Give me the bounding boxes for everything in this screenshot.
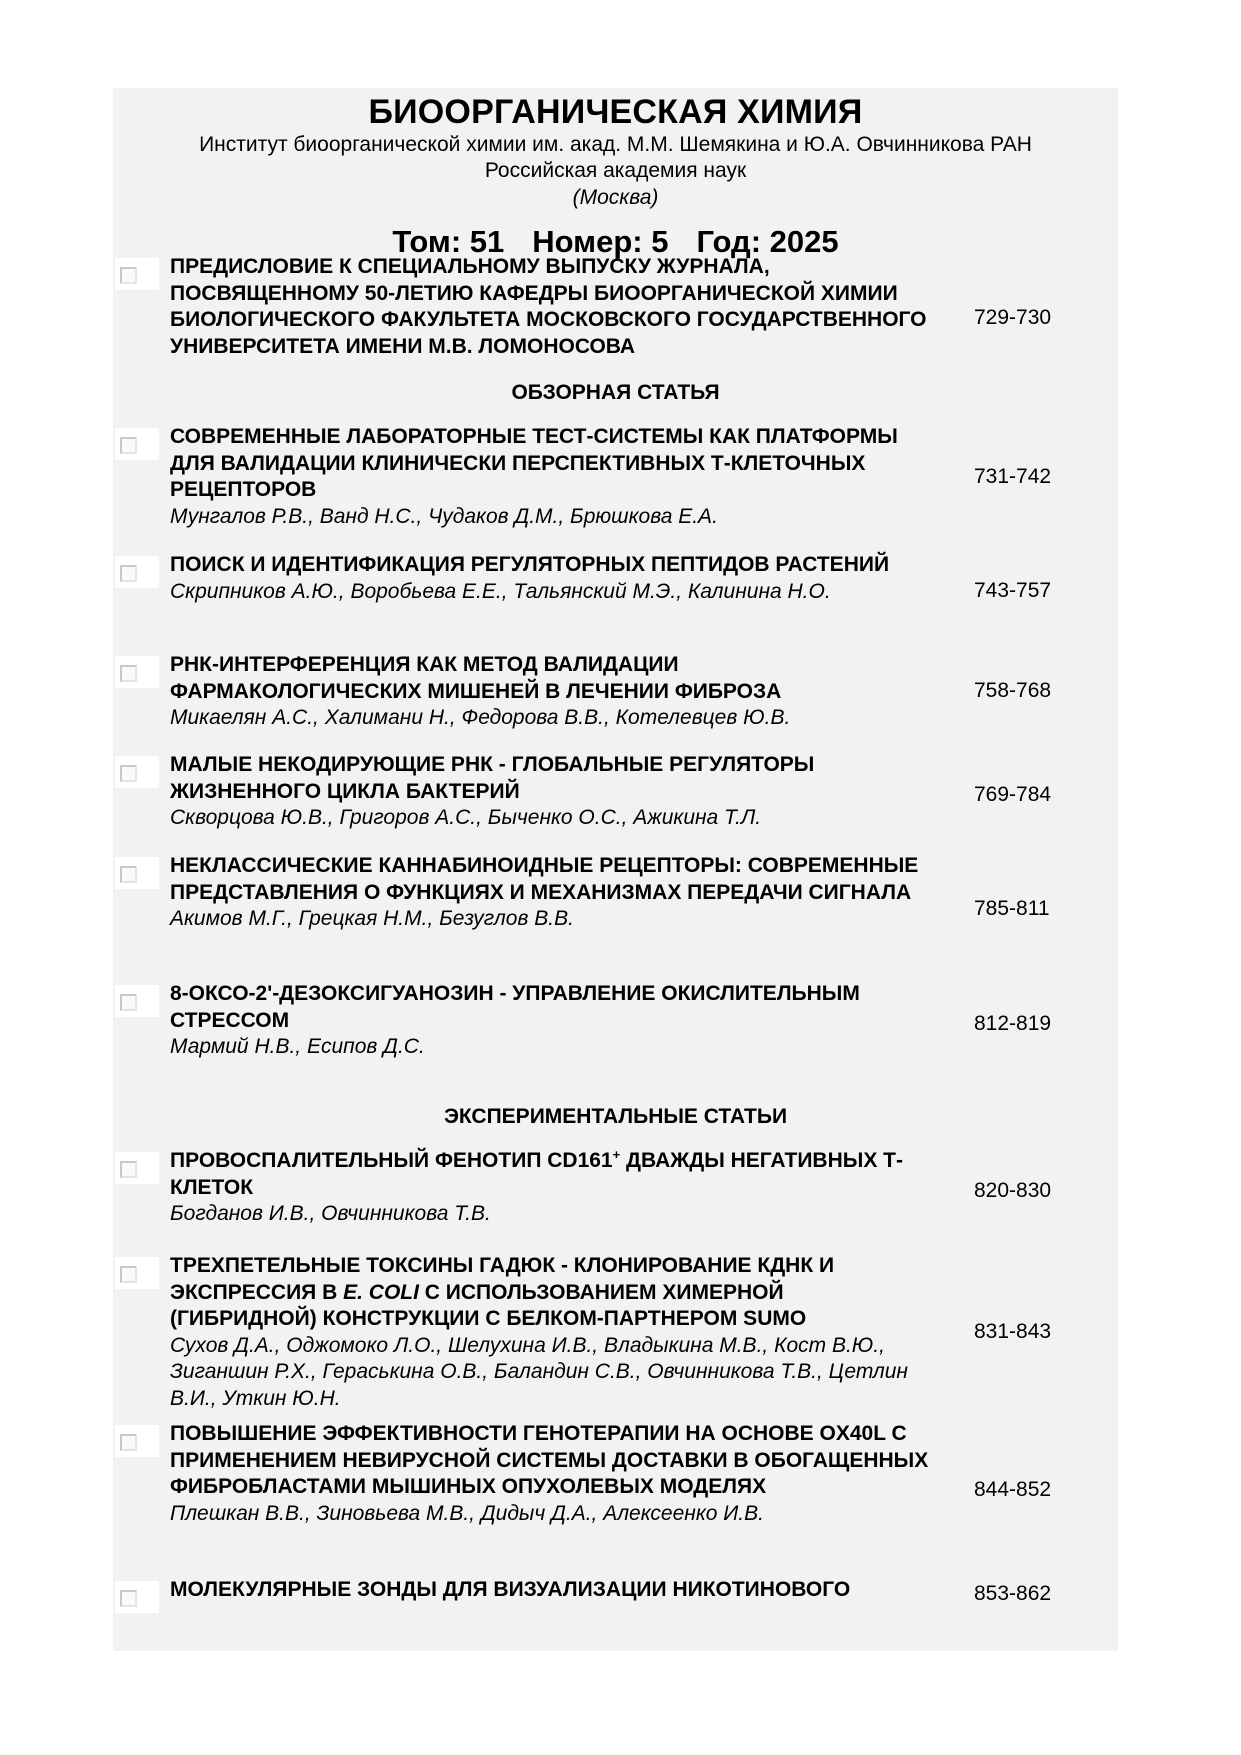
article-title[interactable]: МОЛЕКУЛЯРНЫЕ ЗОНДЫ ДЛЯ ВИЗУАЛИЗАЦИИ НИКОТИНОВОГО xyxy=(170,1578,851,1601)
section-heading-review: ОБЗОРНАЯ СТАТЬЯ xyxy=(511,381,720,404)
article-pages: 820-830 xyxy=(974,1179,1052,1202)
checkbox-icon xyxy=(120,1434,137,1451)
article-authors: Скворцова Ю.В., Григоров А.С., Быченко О.С., Ажикина Т.Л. xyxy=(170,806,762,829)
checkbox-icon xyxy=(120,765,137,782)
article-checkbox[interactable] xyxy=(115,1152,159,1184)
article-authors: Мармий Н.В., Есипов Д.С. xyxy=(170,1035,425,1058)
checkbox-icon xyxy=(120,267,137,284)
article-pages: 831-843 xyxy=(974,1320,1052,1343)
journal-title: БИООРГАНИЧЕСКАЯ ХИМИЯ xyxy=(368,93,863,131)
article-pages: 729-730 xyxy=(974,306,1052,329)
article-title[interactable]: ПОВЫШЕНИЕ ЭФФЕКТИВНОСТИ ГЕНОТЕРАПИИ НА ОСНОВЕ OX40L С ПРИМЕНЕНИЕМ НЕВИРУСНОЙ СИСТЕМЫ ДОСТАВКИ В ОБОГАЩЕННЫХ ФИБРОБЛАСТАМИ МЫШИНЫХ ОПУХОЛЕВЫХ МОДЕЛЯХ Плешкан В.В., Зиновьева М.В., Дидыч Д.А., Алексеенко И.В. xyxy=(170,1421,930,1527)
article-pages: 844-852 xyxy=(974,1478,1052,1501)
article-title[interactable]: ТРЕХПЕТЕЛЬНЫЕ ТОКСИНЫ ГАДЮК - КЛОНИРОВАНИЕ КДНК И ЭКСПРЕССИЯ В E. COLI С ИСПОЛЬЗОВАНИЕМ ХИМЕРНОЙ (ГИБРИДНОЙ) КОНСТРУКЦИИ С БЕЛКОМ-ПАРТНЕРОМ SUMO Сухов Д.А., Оджомоко Л.О., Шелухина И.В., Владыкина М.В., Кост В.Ю., Зиганшин Р.Х., Гераськина О.В., Баландин С.В., Овчинникова Т.В., Цетлин В.И., Уткин Ю.Н. xyxy=(170,1253,930,1412)
article-pages: 731-742 xyxy=(974,465,1052,488)
article-checkbox[interactable] xyxy=(115,857,159,889)
article-checkbox[interactable] xyxy=(115,756,159,788)
article-checkbox[interactable] xyxy=(115,1425,159,1457)
checkbox-icon xyxy=(120,565,137,582)
article-title[interactable]: ПРЕДИСЛОВИЕ К СПЕЦИАЛЬНОМУ ВЫПУСКУ ЖУРНАЛА, ПОСВЯЩЕННОМУ 50-ЛЕТИЮ КАФЕДРЫ БИООРГАНИЧЕСКОЙ ХИМИИ БИОЛОГИЧЕСКОГО ФАКУЛЬТЕТА МОСКОВСКОГО ГОСУДАРСТВЕННОГО УНИВЕРСИТЕТА ИМЕНИ М.В. ЛОМОНОСОВА xyxy=(170,255,927,358)
volume-label: Том: 51 xyxy=(392,224,505,259)
article-title[interactable]: ПРОВОСПАЛИТЕЛЬНЫЙ ФЕНОТИП CD161+ ДВАЖДЫ НЕГАТИВНЫХ Т-КЛЕТОК Богданов И.В., Овчинникова Т.В. xyxy=(170,1148,930,1228)
article-title[interactable]: МАЛЫЕ НЕКОДИРУЮЩИЕ РНК - ГЛОБАЛЬНЫЕ РЕГУЛЯТОРЫ ЖИЗНЕННОГО ЦИКЛА БАКТЕРИЙ Скворцова Ю.В., Григоров А.С., Быченко О.С., Ажикина Т.Л. xyxy=(170,752,930,832)
section-heading-experimental: ЭКСПЕРИМЕНТАЛЬНЫЕ СТАТЬИ xyxy=(443,1105,788,1128)
article-checkbox[interactable] xyxy=(115,985,159,1017)
checkbox-icon xyxy=(120,1266,137,1283)
article-checkbox[interactable] xyxy=(115,1257,159,1289)
article-checkbox[interactable] xyxy=(115,556,159,588)
article-checkbox[interactable] xyxy=(115,428,159,460)
year-label: Год: 2025 xyxy=(696,224,839,259)
checkbox-icon xyxy=(120,1161,137,1178)
academy-name: Российская академия наук xyxy=(484,159,747,182)
article-title[interactable]: 8-ОКСО-2'-ДЕЗОКСИГУАНОЗИН - УПРАВЛЕНИЕ ОКИСЛИТЕЛЬНЫМ СТРЕССОМ Мармий Н.В., Есипов Д.С. xyxy=(170,981,930,1061)
article-authors: Микаелян А.С., Халимани Н., Федорова В.В., Котелевцев Ю.В. xyxy=(170,706,791,729)
article-pages: 853-862 xyxy=(974,1582,1052,1605)
article-pages: 743-757 xyxy=(974,579,1052,602)
article-authors: Богданов И.В., Овчинникова Т.В. xyxy=(170,1202,491,1225)
article-checkbox[interactable] xyxy=(115,258,159,290)
checkbox-icon xyxy=(120,437,137,454)
checkbox-icon xyxy=(120,994,137,1011)
checkbox-icon xyxy=(120,665,137,682)
article-title[interactable]: НЕКЛАССИЧЕСКИЕ КАННАБИНОИДНЫЕ РЕЦЕПТОРЫ: СОВРЕМЕННЫЕ ПРЕДСТАВЛЕНИЯ О ФУНКЦИЯХ И МЕХАНИЗМАХ ПЕРЕДАЧИ СИГНАЛА Акимов М.Г., Грецкая Н.М., Безуглов В.В. xyxy=(170,853,930,933)
article-checkbox[interactable] xyxy=(115,656,159,688)
checkbox-icon xyxy=(120,866,137,883)
article-authors: Акимов М.Г., Грецкая Н.М., Безуглов В.В. xyxy=(170,907,574,930)
institute-name: Институт биоорганической химии им. акад. М.М. Шемякина и Ю.А. Овчинникова РАН xyxy=(199,133,1032,156)
article-title[interactable]: СОВРЕМЕННЫЕ ЛАБОРАТОРНЫЕ ТЕСТ-СИСТЕМЫ КАК ПЛАТФОРМЫ ДЛЯ ВАЛИДАЦИИ КЛИНИЧЕСКИ ПЕРСПЕКТИВНЫХ Т-КЛЕТОЧНЫХ РЕЦЕПТОРОВ Мунгалов Р.В., Ванд Н.С., Чудаков Д.М., Брюшкова Е.А. xyxy=(170,424,930,530)
article-authors: Скрипников А.Ю., Воробьева Е.Е., Тальянский М.Э., Калинина Н.О. xyxy=(170,579,831,603)
journal-header xyxy=(113,92,1118,262)
article-title[interactable]: ПОИСК И ИДЕНТИФИКАЦИЯ РЕГУЛЯТОРНЫХ ПЕПТИДОВ РАСТЕНИЙ Скрипников А.Ю., Воробьева Е.Е., Тальянский М.Э., Калинина Н.О. xyxy=(170,552,930,605)
article-checkbox[interactable] xyxy=(115,1581,159,1613)
toc-sheet xyxy=(113,88,1118,1651)
checkbox-icon xyxy=(120,1590,137,1607)
article-pages: 769-784 xyxy=(974,783,1052,806)
article-pages: 758-768 xyxy=(974,679,1052,702)
city-name: (Москва) xyxy=(572,186,659,209)
article-authors: Сухов Д.А., Оджомоко Л.О., Шелухина И.В., Владыкина М.В., Кост В.Ю., Зиганшин Р.Х., Гераськина О.В., Баландин С.В., Овчинникова Т.В., Цетлин В.И., Уткин Ю.Н. xyxy=(170,1333,908,1410)
article-pages: 812-819 xyxy=(974,1012,1052,1035)
article-pages: 785-811 xyxy=(974,897,1050,920)
article-authors: Плешкан В.В., Зиновьева М.В., Дидыч Д.А., Алексеенко И.В. xyxy=(170,1501,764,1525)
article-title[interactable]: РНК-ИНТЕРФЕРЕНЦИЯ КАК МЕТОД ВАЛИДАЦИИ ФАРМАКОЛОГИЧЕСКИХ МИШЕНЕЙ В ЛЕЧЕНИИ ФИБРОЗА Микаелян А.С., Халимани Н., Федорова В.В., Котелевцев Ю.В. xyxy=(170,652,930,732)
number-label: Номер: 5 xyxy=(532,224,669,259)
article-authors: Мунгалов Р.В., Ванд Н.С., Чудаков Д.М., Брюшкова Е.А. xyxy=(170,504,718,528)
